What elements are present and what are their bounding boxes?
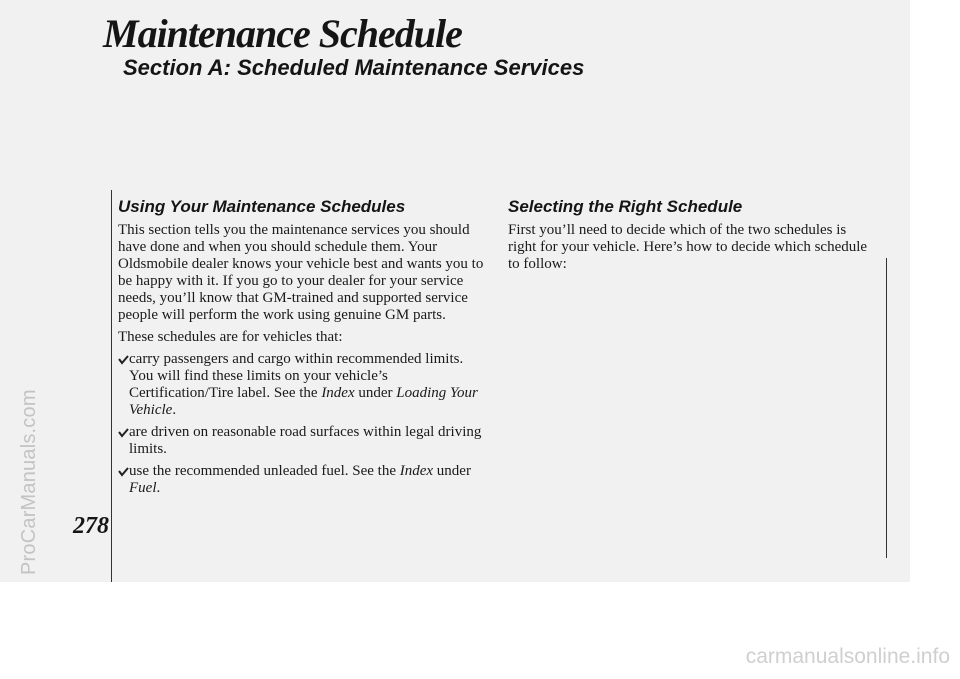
- list-item: [118, 463, 490, 497]
- right-column: [508, 196, 870, 278]
- bullet-text-end: .: [156, 480, 161, 496]
- right-heading: Selecting the Right Schedule: [508, 197, 743, 216]
- intro-paragraph: This section tells you the maintenance services you should have done and when you should schedule them. Your Oldsmobile dealer knows your vehicle best and wants you to be happy with it. If you go to your dealer for your service needs, you’ll know that GM-trained and supported service people will perform the work using genuine GM parts.: [118, 222, 484, 323]
- list-item: [118, 424, 490, 458]
- side-watermark: ProCarManuals.com: [18, 389, 40, 575]
- bullet-text-mid: under: [433, 463, 471, 479]
- page-title: Maintenance Schedule: [103, 11, 462, 56]
- index-ref: Index: [321, 385, 355, 401]
- left-margin-rule: [111, 190, 112, 582]
- right-body: First you’ll need to decide which of the two schedules is right for your vehicle. Here’s how to decide which schedule to follow:: [508, 222, 868, 272]
- right-margin-rule: [886, 258, 887, 558]
- check-bullet-icon: [118, 463, 130, 479]
- bullet-text: use the recommended unleaded fuel. See the: [129, 463, 400, 479]
- bullet-text-end: .: [172, 402, 177, 418]
- index-target: Fuel: [129, 480, 157, 496]
- page-number: 278: [73, 513, 109, 539]
- list-item: [118, 351, 490, 419]
- bullet-text: carry passengers and cargo within recommended limits. You will find these limits on your vehicle’s Certification/Tire label. See the: [129, 351, 464, 401]
- bullet-text-mid: under: [354, 385, 397, 401]
- schedule-lead: These schedules are for vehicles that:: [118, 329, 343, 345]
- bullet-text: are driven on reasonable road surfaces within legal driving limits.: [129, 424, 482, 457]
- index-target: Loading Your Vehicle: [129, 385, 478, 418]
- section-title: Section A: Scheduled Maintenance Services: [123, 55, 585, 80]
- check-bullet-icon: [118, 351, 130, 367]
- index-ref: Index: [399, 463, 434, 479]
- bottom-watermark: carmanualsonline.info: [745, 645, 950, 668]
- left-column: [118, 196, 490, 502]
- check-bullet-icon: [118, 424, 130, 440]
- conditions-list: [118, 351, 490, 497]
- left-heading: Using Your Maintenance Schedules: [118, 197, 406, 216]
